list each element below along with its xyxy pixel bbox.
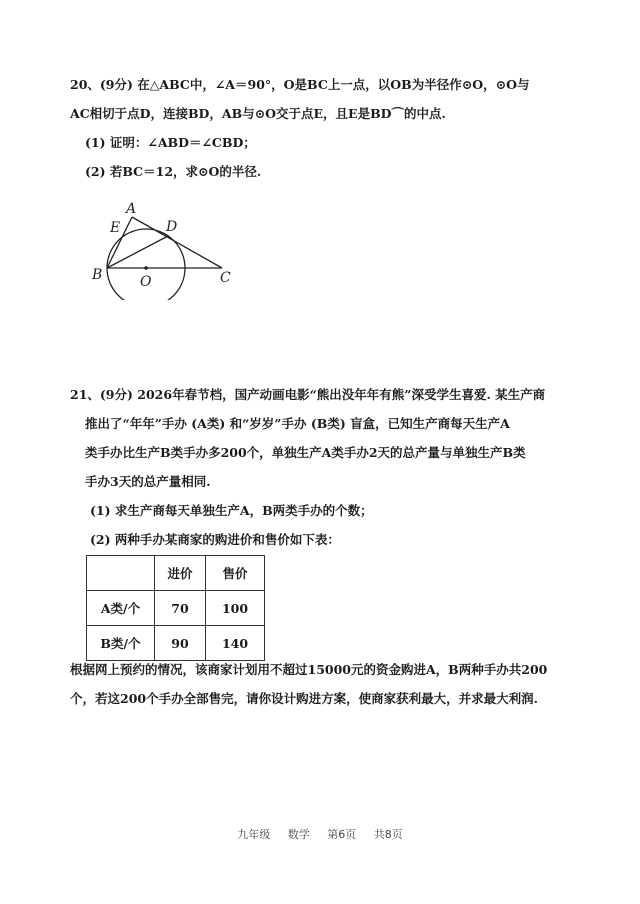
q21-line3: 类手办比生产B类手办多200个，单独生产A类手办2天的总产量与单独生产B类 [85, 445, 526, 460]
table-cell: 100 [206, 591, 265, 626]
q20-line1: 20、(9分) 在△ABC中，∠A＝90°，O是BC上一点，以OB为半径作⊙O，⊙O与 [70, 77, 530, 92]
q21-line1: 21、(9分) 2026年春节档，国产动画电影“熊出没年年有熊”深受学生喜爱. 某生产商 [70, 387, 546, 402]
label-b: B [92, 267, 103, 283]
label-a: A [126, 201, 137, 217]
q21-part1: (1) 求生产商每天单独生产A，B两类手办的个数； [90, 503, 373, 518]
label-c: C [220, 270, 231, 286]
q21-line2: 推出了“年年”手办 (A类) 和“岁岁”手办 (B类) 盲盒，已知生产商每天生产A [85, 416, 510, 431]
q21-line4: 手办3天的总产量相同. [85, 474, 211, 489]
table-row [87, 591, 265, 626]
q20-part2: (2) 若BC＝12，求⊙O的半径. [85, 164, 262, 179]
table-cell: 90 [155, 626, 206, 661]
table-header-row [87, 556, 265, 591]
q20-part1: (1) 证明：∠ABD＝∠CBD； [85, 135, 256, 150]
footer-subject: 数学 [287, 828, 310, 841]
table-cell: A类/个 [87, 591, 155, 626]
footer-total: 共8页 [373, 828, 403, 841]
q21-after1: 根据网上预约的情况，该商家计划用不超过15000元的资金购进A，B两种手办共200 [70, 662, 548, 677]
table-cell: 70 [155, 591, 206, 626]
label-d: D [166, 219, 178, 235]
table-row [87, 626, 265, 661]
table-cell: 140 [206, 626, 265, 661]
label-e: E [110, 220, 121, 236]
geometry-figure [86, 198, 246, 300]
segment-bd [107, 236, 168, 268]
table-cell: B类/个 [87, 626, 155, 661]
center-dot [144, 266, 148, 270]
table-header-cell: 售价 [206, 556, 265, 591]
page-footer [0, 826, 640, 842]
label-o: O [140, 274, 152, 290]
q21-part2: (2) 两种手办某商家的购进价和售价如下表： [90, 532, 340, 547]
q20-line2: AC相切于点D，连接BD，AB与⊙O交于点E，且E是BD⌒的中点. [70, 106, 446, 121]
price-table [86, 555, 265, 661]
table-header-cell [87, 556, 155, 591]
table-header-cell: 进价 [155, 556, 206, 591]
footer-grade: 九年级 [237, 828, 271, 841]
q21-after2: 个，若这200个手办全部售完，请你设计购进方案，使商家获利最大，并求最大利润. [70, 691, 538, 706]
footer-page: 第6页 [327, 828, 357, 841]
